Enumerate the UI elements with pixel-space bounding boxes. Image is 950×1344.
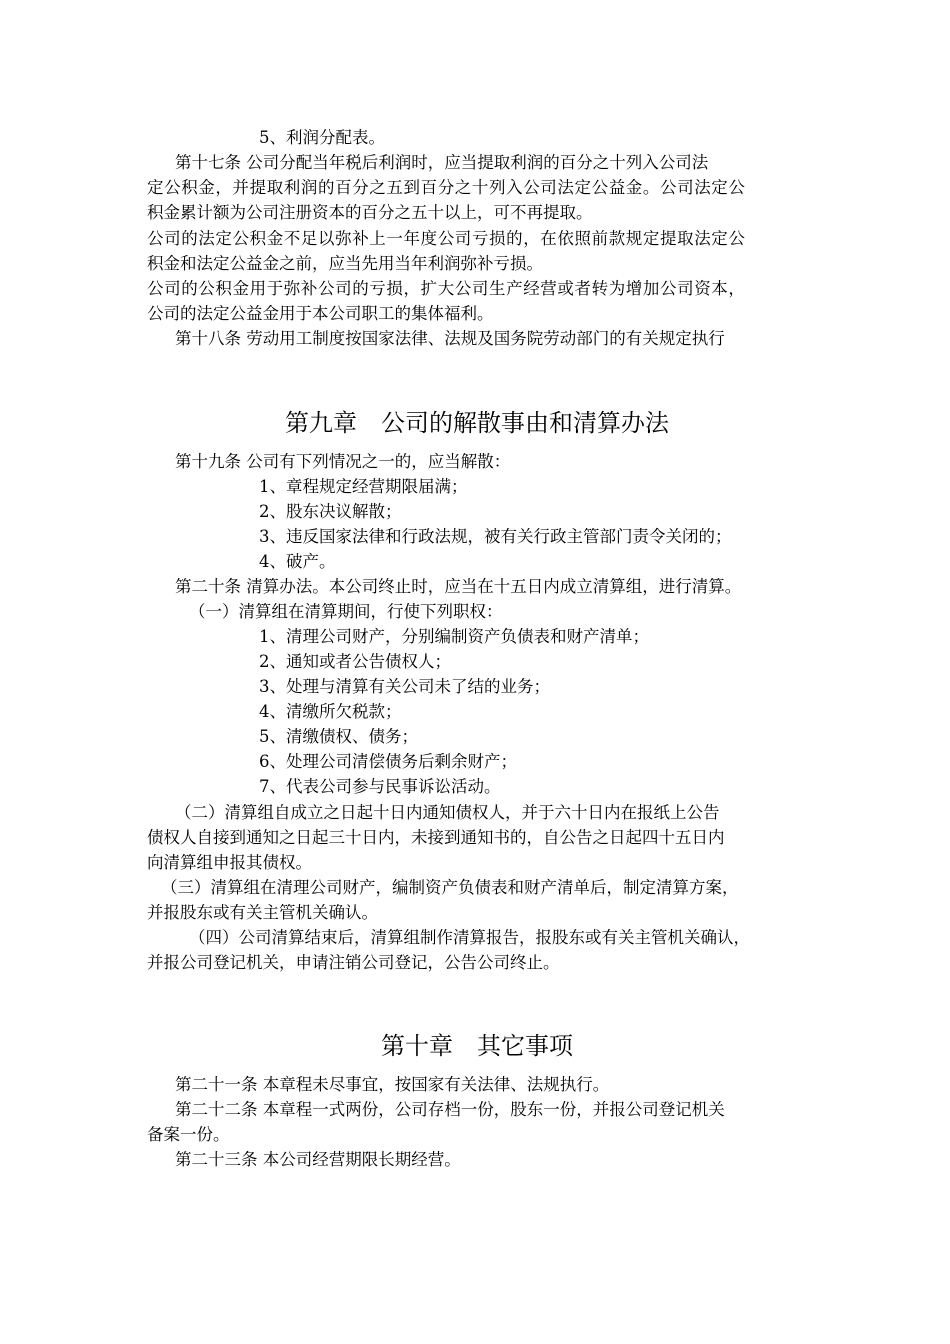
list-item: 1、清理公司财产，分别编制资产负债表和财产清单； (259, 627, 649, 646)
list-item: 6、处理公司清偿债务后剩余财产； (259, 752, 517, 771)
list-item: 2、股东决议解散； (259, 502, 402, 521)
list-item: 3、违反国家法律和行政法规，被有关行政主管部门责令关闭的； (259, 527, 732, 546)
text-line: 积金累计额为公司注册资本的百分之五十以上，可不再提取。 (147, 203, 593, 222)
text-line: （一）清算组在清算期间，行使下列职权： (189, 602, 503, 621)
text-line: 公司的公积金用于弥补公司的亏损，扩大公司生产经营或者转为增加公司资本， (147, 279, 746, 298)
text-line: 5、利润分配表。 (259, 128, 385, 147)
list-item: 4、破产。 (259, 552, 336, 571)
text-line: （三）清算组在清理公司财产，编制资产负债表和财产清单后，制定清算方案， (161, 878, 739, 897)
list-item: 1、章程规定经营期限届满； (259, 477, 468, 496)
list-item: 7、代表公司参与民事诉讼活动。 (259, 777, 501, 796)
text-line: 第十七条 公司分配当年税后利润时，应当提取利润的百分之十列入公司法 (175, 153, 709, 172)
list-item: 3、处理与清算有关公司未了结的业务； (259, 677, 550, 696)
text-line: 备案一份。 (147, 1125, 230, 1144)
text-line: （四）公司清算结束后，清算组制作清算报告，报股东或有关主管机关确认， (189, 928, 750, 947)
text-line: 并报公司登记机关，申请注销公司登记，公告公司终止。 (147, 953, 560, 972)
chapter-10-title: 第十章 其它事项 (381, 1032, 573, 1060)
list-item: 2、通知或者公告债权人； (259, 652, 451, 671)
text-line: 公司的法定公益金用于本公司职工的集体福利。 (147, 304, 494, 323)
list-item: 5、清缴债权、债务； (259, 727, 418, 746)
text-line: 第二十三条 本公司经营期限长期经营。 (175, 1150, 461, 1169)
text-line: 第十八条 劳动用工制度按国家法律、法规及国务院劳动部门的有关规定执行 (175, 329, 725, 348)
text-line: 公司的法定公积金不足以弥补上一年度公司亏损的，在依照前款规定提取法定公 (147, 229, 746, 248)
text-line: 定公积金，并提取利润的百分之五到百分之十列入公司法定公益金。公司法定公 (147, 178, 746, 197)
chapter-9-title: 第九章 公司的解散事由和清算办法 (285, 409, 669, 437)
text-line: 第二十条 清算办法。本公司终止时，应当在十五日内成立清算组，进行清算。 (175, 577, 742, 596)
text-line: 并报股东或有关主管机关确认。 (147, 903, 378, 922)
text-line: 债权人自接到通知之日起三十日内，未接到通知书的，自公告之日起四十五日内 (147, 828, 725, 847)
text-line: 第二十二条 本章程一式两份，公司存档一份，股东一份，并报公司登记机关 (175, 1100, 725, 1119)
text-line: （二）清算组自成立之日起十日内通知债权人，并于六十日内在报纸上公告 (175, 803, 720, 822)
text-line: 积金和法定公益金之前，应当先用当年利润弥补亏损。 (147, 254, 543, 273)
text-line: 向清算组申报其债权。 (147, 853, 312, 872)
text-line: 第十九条 公司有下列情况之一的，应当解散： (175, 452, 511, 471)
list-item: 4、清缴所欠税款； (259, 702, 402, 721)
text-line: 第二十一条 本章程未尽事宜，按国家有关法律、法规执行。 (175, 1075, 610, 1094)
